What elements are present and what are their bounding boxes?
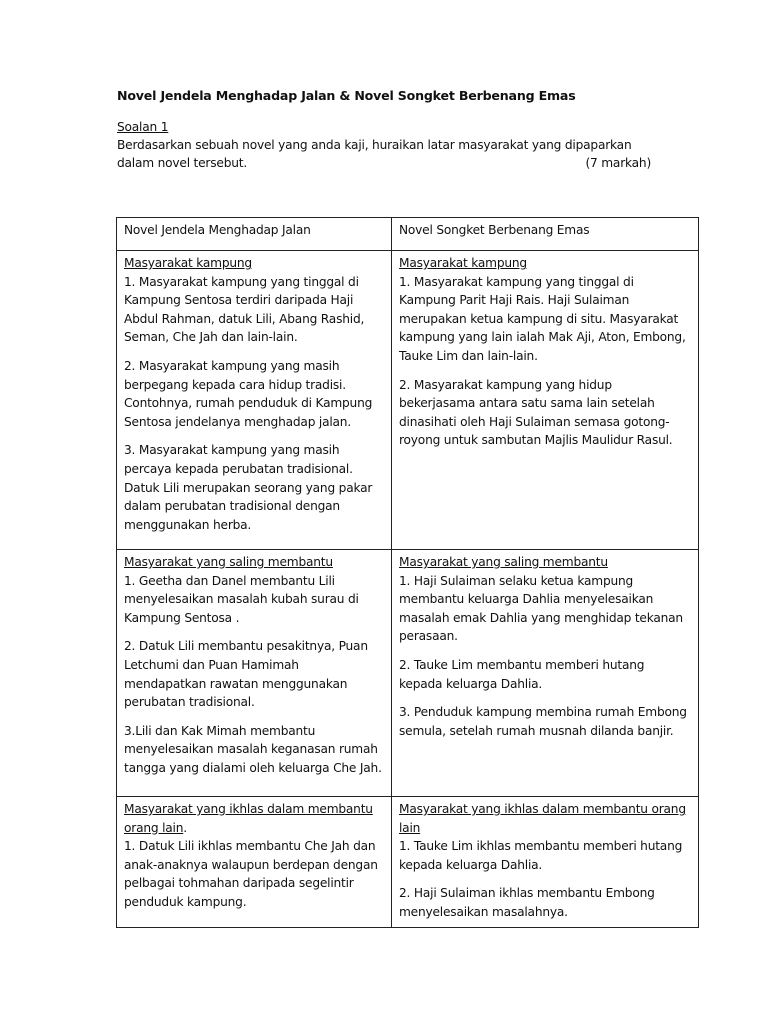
point-item: 2. Datuk Lili membantu pesakitnya, Puan Letchumi dan Puan Hamimah mendapatkan rawatan menggunakan perubatan tradisional. — [124, 639, 368, 710]
point-item: 1. Masyarakat kampung yang tinggal di Kampung Parit Haji Rais. Haji Sulaiman merupakan ketua kampung di situ. Masyarakat kampung yang lain ialah Mak Aji, Aton, Embong, Tauke Lim dan lain-lain. — [399, 274, 686, 363]
question-text-line-one: Berdasarkan sebuah novel yang anda kaji, huraikan latar masyarakat yang dipaparkan — [117, 138, 632, 152]
question-block — [117, 118, 677, 172]
question-text-line-two-row — [117, 154, 651, 172]
page-title: Novel Jendela Menghadap Jalan & Novel Songket Berbenang Emas — [117, 88, 576, 103]
section-heading: Masyarakat yang ikhlas dalam membantu orang lain — [399, 802, 686, 835]
table-cell-right — [392, 797, 699, 928]
section-heading: Masyarakat yang saling membantu — [124, 555, 333, 569]
point-item: 1. Datuk Lili ikhlas membantu Che Jah dan anak-anaknya walaupun berdepan dengan pelbagai tohmahan daripada segelintir penduduk kampung. — [124, 839, 378, 909]
point-item: 1. Geetha dan Danel membantu Lili menyelesaikan masalah kubah surau di Kampung Sentosa . — [124, 573, 359, 625]
point-item: 2. Haji Sulaiman ikhlas membantu Embong menyelesaikan masalahnya. — [399, 886, 655, 919]
table-header-row — [117, 218, 699, 251]
table-cell-right — [392, 251, 699, 550]
table-cell-right — [392, 550, 699, 797]
point-item: 2. Tauke Lim membantu memberi hutang kepada keluarga Dahlia. — [399, 657, 645, 691]
section-heading: Masyarakat kampung — [399, 256, 527, 270]
table-cell-left — [117, 251, 392, 550]
point-item: 2. Masyarakat kampung yang hidup bekerjasama antara satu sama lain setelah dinasihati oleh Haji Sulaiman semasa gotong-royong untuk sambutan Majlis Maulidur Rasul. — [399, 377, 673, 448]
question-text-line-two: dalam novel tersebut. — [117, 156, 248, 170]
table-row — [117, 550, 699, 797]
table-cell-left — [117, 550, 392, 797]
question-label: Soalan 1 — [117, 120, 169, 134]
section-heading-wrapper — [124, 800, 384, 837]
section-heading: Masyarakat yang ikhlas dalam membantu orang lain — [124, 802, 373, 835]
point-item: 2. Masyarakat kampung yang masih berpegang kepada cara hidup tradisi. Contohnya, rumah penduduk di Kampung Sentosa jendelanya menghadap jalan. — [124, 358, 373, 429]
table-row — [117, 797, 699, 928]
point-item: 1. Masyarakat kampung yang tinggal di Kampung Sentosa terdiri daripada Haji Abdul Rahman, datuk Lili, Abang Rashid, Seman, Che Jah dan lain-lain. — [124, 274, 365, 345]
table-row — [117, 251, 699, 550]
question-marks: (7 markah) — [585, 156, 651, 170]
section-heading: Masyarakat kampung — [124, 256, 252, 270]
header-novel-songket: Novel Songket Berbenang Emas — [392, 218, 699, 251]
point-item: 3. Masyarakat kampung yang masih percaya kepada perubatan tradisional. Datuk Lili merupakan seorang yang pakar dalam perubatan tradisional dengan menggunakan herba. — [124, 443, 373, 532]
section-heading-suffix: . — [183, 820, 187, 835]
header-novel-jendela: Novel Jendela Menghadap Jalan — [117, 218, 392, 251]
section-heading: Masyarakat yang saling membantu — [399, 555, 608, 569]
point-item: 1. Haji Sulaiman selaku ketua kampung membantu keluarga Dahlia menyelesaikan masalah emak Dahlia yang menghidap tekanan perasaan. — [399, 573, 683, 644]
point-item: 3.Lili dan Kak Mimah membantu menyelesaikan masalah keganasan rumah tangga yang dialami oleh keluarga Che Jah. — [124, 723, 382, 775]
table-cell-left — [117, 797, 392, 928]
comparison-table — [116, 217, 699, 928]
point-item: 1. Tauke Lim ikhlas membantu memberi hutang kepada keluarga Dahlia. — [399, 839, 683, 872]
point-item: 3. Penduduk kampung membina rumah Embong semula, setelah rumah musnah dilanda banjir. — [399, 705, 687, 738]
